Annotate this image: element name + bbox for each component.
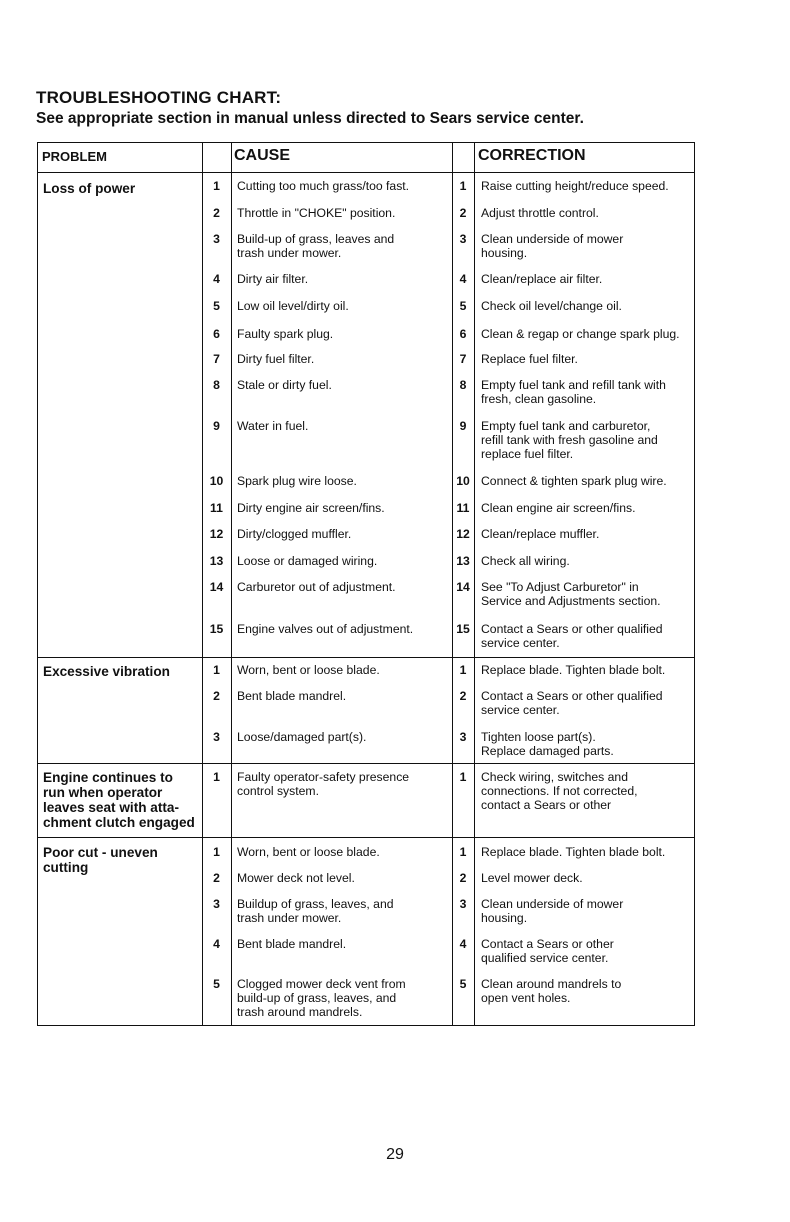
correction-number: 1 <box>459 179 467 193</box>
section-divider <box>38 763 694 764</box>
correction-number: 11 <box>456 501 470 515</box>
correction-number: 14 <box>456 580 470 594</box>
cause-text: Spark plug wire loose. <box>237 474 357 488</box>
correction-number: 5 <box>459 299 467 313</box>
correction-text: Clean & regap or change spark plug. <box>481 327 680 341</box>
header-correction: CORRECTION <box>478 147 586 164</box>
cause-text: Throttle in "CHOKE" position. <box>237 206 396 220</box>
cause-text: Engine valves out of adjustment. <box>237 622 414 636</box>
correction-number: 13 <box>456 554 470 568</box>
correction-text: Connect & tighten spark plug wire. <box>481 474 667 488</box>
correction-text: Clean underside of mower housing. <box>481 232 624 260</box>
cause-number: 5 <box>213 299 220 313</box>
cause-number: 7 <box>213 352 220 366</box>
correction-number: 4 <box>459 272 467 286</box>
correction-text: Replace blade. Tighten blade bolt. <box>481 663 666 677</box>
problem-excessive-vibration: Excessive vibration <box>43 664 170 679</box>
cause-text: Bent blade mandrel. <box>237 689 347 703</box>
correction-text: Contact a Sears or other qualified service center. <box>481 937 614 965</box>
cause-number: 14 <box>209 580 224 594</box>
cause-text: Stale or dirty fuel. <box>237 378 332 392</box>
correction-number: 12 <box>456 527 470 541</box>
cause-text: Carburetor out of adjustment. <box>237 580 396 594</box>
correction-text: Replace fuel filter. <box>481 352 578 366</box>
cause-number: 10 <box>209 474 224 488</box>
cause-text: Bent blade mandrel. <box>237 937 347 951</box>
correction-text: Check oil level/change oil. <box>481 299 622 313</box>
correction-number: 7 <box>459 352 467 366</box>
cause-text: Cutting too much grass/too fast. <box>237 179 410 193</box>
correction-text: Clean around mandrels to open vent holes. <box>481 977 622 1005</box>
cause-text: Dirty air filter. <box>237 272 309 286</box>
header-divider <box>38 172 694 173</box>
cause-text: Loose/damaged part(s). <box>237 730 367 744</box>
correction-text: Adjust throttle control. <box>481 206 599 220</box>
problem-poor-cut: Poor cut - uneven cutting <box>43 845 158 875</box>
correction-number: 10 <box>456 474 470 488</box>
cause-number: 15 <box>209 622 224 636</box>
cause-text: Worn, bent or loose blade. <box>237 845 380 859</box>
column-divider <box>231 143 232 1025</box>
correction-number: 2 <box>459 206 467 220</box>
correction-text: Empty fuel tank and refill tank with fresh, clean gasoline. <box>481 378 666 406</box>
problem-loss-of-power: Loss of power <box>43 181 136 196</box>
troubleshooting-table <box>37 142 695 1026</box>
cause-number: 3 <box>213 897 220 911</box>
cause-text: Mower deck not level. <box>237 871 355 885</box>
cause-text: Build-up of grass, leaves and trash under mower. <box>237 232 395 260</box>
cause-number: 6 <box>213 327 220 341</box>
cause-number: 4 <box>213 272 220 286</box>
correction-number: 6 <box>459 327 467 341</box>
correction-number: 3 <box>459 897 467 911</box>
page-title: TROUBLESHOOTING CHART: <box>36 88 282 107</box>
correction-number: 1 <box>459 845 467 859</box>
cause-text: Water in fuel. <box>237 419 309 433</box>
header-problem: PROBLEM <box>42 149 107 164</box>
cause-number: 8 <box>213 378 220 392</box>
correction-text: Tighten loose part(s). Replace damaged parts. <box>481 730 614 758</box>
correction-text: Level mower deck. <box>481 871 583 885</box>
correction-text: Clean underside of mower housing. <box>481 897 624 925</box>
correction-text: Raise cutting height/reduce speed. <box>481 179 669 193</box>
correction-text: Replace blade. Tighten blade bolt. <box>481 845 666 859</box>
correction-number: 1 <box>459 770 467 784</box>
cause-number: 2 <box>213 871 220 885</box>
cause-number: 2 <box>213 206 220 220</box>
header-cause: CAUSE <box>234 147 291 164</box>
cause-number: 3 <box>213 232 220 246</box>
cause-text: Worn, bent or loose blade. <box>237 663 380 677</box>
cause-text: Clogged mower deck vent from build-up of grass, leaves, and trash around mandrels. <box>237 977 406 1019</box>
column-divider <box>474 143 475 1025</box>
cause-number: 5 <box>213 977 220 991</box>
page-subtitle: See appropriate section in manual unless directed to Sears service center. <box>36 110 584 127</box>
correction-text: Contact a Sears or other qualified service center. <box>481 622 663 650</box>
cause-text: Dirty fuel filter. <box>237 352 315 366</box>
page-number: 29 <box>386 1146 404 1163</box>
section-divider <box>38 837 694 838</box>
correction-text: Clean/replace muffler. <box>481 527 600 541</box>
correction-text: Check wiring, switches and connections. If not corrected, contact a Sears or other <box>481 770 638 812</box>
cause-number: 2 <box>213 689 220 703</box>
correction-number: 4 <box>459 937 467 951</box>
correction-text: Check all wiring. <box>481 554 570 568</box>
cause-text: Dirty/clogged muffler. <box>237 527 352 541</box>
cause-number: 3 <box>213 730 220 744</box>
cause-number: 1 <box>213 845 220 859</box>
cause-text: Low oil level/dirty oil. <box>237 299 349 313</box>
correction-text: Empty fuel tank and carburetor, refill tank with fresh gasoline and replace fuel filter. <box>481 419 658 461</box>
correction-text: Contact a Sears or other qualified service center. <box>481 689 663 717</box>
correction-text: See "To Adjust Carburetor" in Service and Adjustments section. <box>481 580 661 608</box>
correction-text: Clean/replace air filter. <box>481 272 603 286</box>
cause-number: 11 <box>210 501 223 515</box>
correction-number: 9 <box>459 419 467 433</box>
correction-number: 2 <box>459 871 467 885</box>
section-divider <box>38 657 694 658</box>
cause-number: 1 <box>213 179 220 193</box>
correction-number: 5 <box>459 977 467 991</box>
cause-number: 1 <box>213 663 220 677</box>
cause-text: Faulty spark plug. <box>237 327 334 341</box>
cause-number: 12 <box>209 527 224 541</box>
correction-number: 3 <box>459 232 467 246</box>
correction-number: 8 <box>459 378 467 392</box>
correction-number: 1 <box>459 663 467 677</box>
cause-number: 1 <box>213 770 220 784</box>
correction-number: 15 <box>456 622 470 636</box>
cause-number: 4 <box>213 937 220 951</box>
cause-number: 9 <box>213 419 220 433</box>
problem-engine-continues: Engine continues to run when operator leaves seat with atta- chment clutch engaged <box>43 770 195 830</box>
cause-number: 13 <box>209 554 224 568</box>
cause-text: Buildup of grass, leaves, and trash under mower. <box>237 897 394 925</box>
correction-number: 3 <box>459 730 467 744</box>
cause-text: Faulty operator-safety presence control system. <box>237 770 410 798</box>
cause-text: Loose or damaged wiring. <box>237 554 378 568</box>
correction-number: 2 <box>459 689 467 703</box>
correction-text: Clean engine air screen/fins. <box>481 501 636 515</box>
cause-text: Dirty engine air screen/fins. <box>237 501 385 515</box>
